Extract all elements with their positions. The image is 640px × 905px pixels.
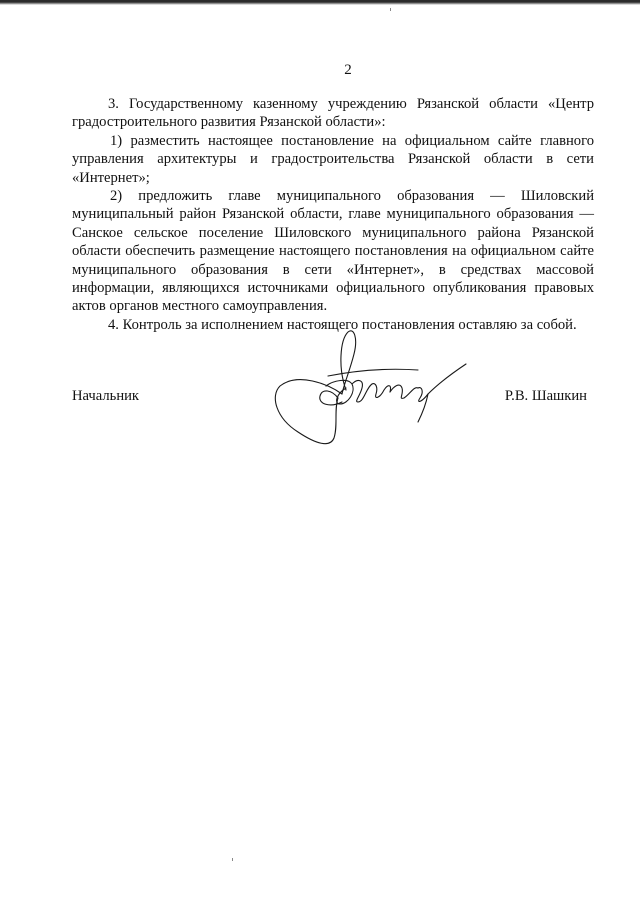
scan-top-edge <box>0 0 640 5</box>
signer-name: Р.В. Шашкин <box>504 388 587 404</box>
page-number: 2 <box>344 62 352 78</box>
paragraph-3-item-2: 2) предложить главе муниципального образования — Шиловский муниципальный район Рязанской области, главе муниципального образования — Санское сельское поселение Шиловского муниципального района Рязанской области обеспечить размещение настоящего постановления на официальном сайте муниципального образования в сети «Интернет», в средствах массовой информации, являющихся источниками официального опубликования правовых актов органов местного самоуправления. <box>72 188 594 315</box>
document-body <box>72 95 594 334</box>
scan-speck <box>232 858 233 861</box>
paragraph-3-item-1: 1) разместить настоящее постановление на официальном сайте главного управления архитектуры и градостроительства Рязанской области в сети «Интернет»; <box>72 132 594 186</box>
handwritten-signature <box>268 328 473 458</box>
signer-position: Начальник <box>72 388 140 404</box>
paragraph-3: 3. Государственному казенному учреждению Рязанской области «Центр градостроительного развития Рязанской области»: <box>72 96 594 131</box>
scan-speck <box>390 8 391 11</box>
paragraph-4: 4. Контроль за исполнением настоящего постановления оставляю за собой. <box>108 316 577 333</box>
